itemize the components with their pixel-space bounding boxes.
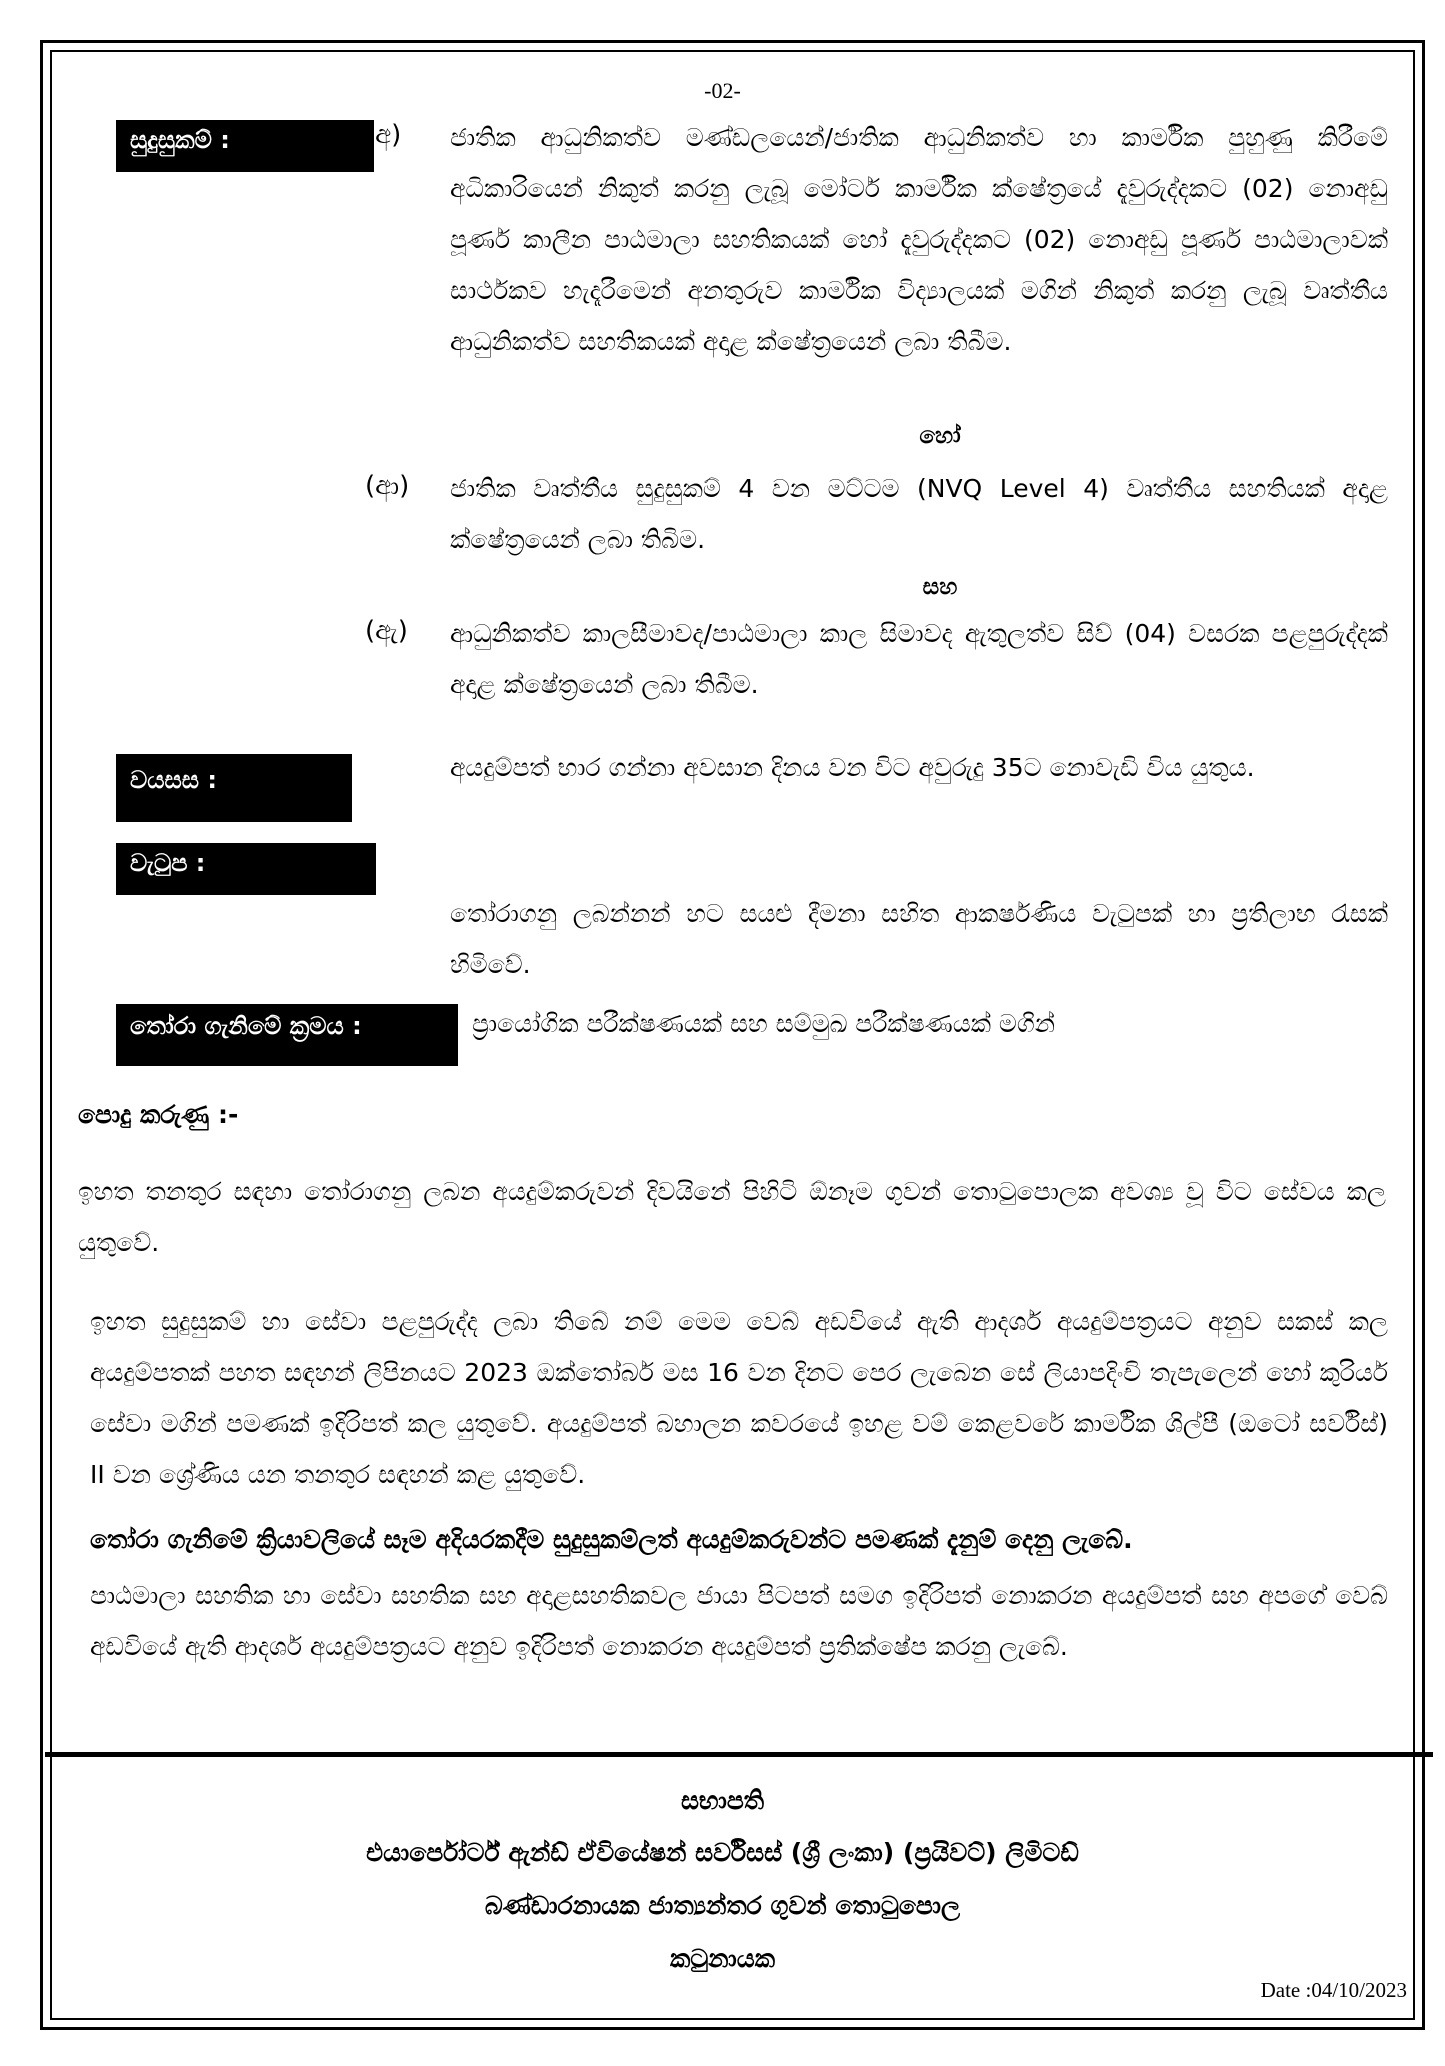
footer-city: කටුනායක bbox=[669, 1944, 776, 1973]
qualification-item-a: ජාතික ආධුනිකත්ව මණ්ඩලයෙන්/ජාතික ආධුනිකත්ව හා කාර්මික පුහුණු කිරීමේ අධිකාරියෙන් නිකුත් කරනු ලැබූ මෝටර් කාර්මික ක්ෂේත්‍රයේ දැවුරුද්දකට (02) නොඅඩු පූර්ණ කාලීන පාඨමාලා සහතිකයක් හෝ දැවුරුද්දකට (02) නොඅඩු පූර්ණ පාඨමාලාවක් සාර්ථකව හැදෑරීමෙන් අනතුරුව කාර්මික විද්‍යාලයක් මගින් නිකුත් කරනු ලැබූ වෘත්තීය ආධුනිකත්ව සහතිකයක් අදාළ ක්ෂේත්‍රයෙන් ලබා තිබීම. bbox=[450, 123, 1388, 356]
footer-company: එයාර්පෝර්ට් ඇන්ඩ් ඒවියේෂන් සර්විසස් (ශ්‍රී ලංකා) (ප්‍රයිවට්) ලිමිටඩ් bbox=[366, 1838, 1079, 1867]
general-para-3: තෝරා ගැනිමේ ක්‍රියාවලියේ සෑම අදියරකදීම සුදුසුකම්ලත් අයදුම්කරුවන්ට පමණක් දැනුම් දෙනු ලැබේ. bbox=[90, 1525, 1133, 1554]
connector-and: සහ bbox=[922, 574, 958, 600]
general-para-2: ඉහත සුදුසුකම් හා සේවා පළපුරුද්ද ලබා තිබේ නම් මෙම වෙබ් අඩවියේ ඇති ආදර්ශ අයදුම්පත්‍රයට අනුව සකස් කල අයදුම්පතක් පහත සඳහන් ලිපිනයට 2023 ඔක්තෝබර් මස 16 වන දිනට පෙර ලැබෙන සේ ලියාපදිංචි තැපැලෙන් හෝ කුරියර් සේවා මගින් පමණක් ඉදිරිපත් කල යුතුවේ. අයදුම්පත් බහාලන කවරයේ ඉහළ වම් කෙළවරේ කාර්මික ශිල්පී (ඔටෝ සර්විස්) II වන ශ්‍රේණිය යන තනතුර සඳහන් කළ යුතුවේ. bbox=[90, 1307, 1388, 1489]
connector-or: හෝ bbox=[919, 423, 961, 449]
selection-method-label: තෝරා ගැනිමේ ක්‍රමය : bbox=[116, 1004, 458, 1066]
general-para-1: ඉහත තනතුර සඳහා තෝරාගනු ලබන අයදුම්කරුවන් දිවයිනේ පිහිටි ඕනෑම ගුවන් තොටුපොලක අවශ්‍ය වූ විට සේවය කල යුතුවේ. bbox=[78, 1177, 1386, 1257]
salary-label: වැටුප : bbox=[116, 843, 376, 895]
age-label: වයසස : bbox=[116, 754, 352, 822]
document-date: Date :04/10/2023 bbox=[1260, 1978, 1407, 2002]
item-marker-ae: (ඇ) bbox=[365, 616, 408, 646]
item-marker-a: (අ) bbox=[365, 120, 402, 150]
qualification-item-ae: ආධුනිකත්ව කාලසීමාවද/පාඨමාලා කාල සිමාවද ඇතුලත්ව සිව් (04) වසරක පළපුරුද්දක් අදාළ ක්ෂේත්‍රයෙන් ලබා තිබීම. bbox=[450, 619, 1388, 699]
age-text: අයදුම්පත් භාර ගන්නා අවසාන දිනය වන විට අවුරුදු 35ට නොවැඩි විය යුතුය. bbox=[450, 753, 1255, 782]
footer-separator bbox=[45, 1752, 1433, 1757]
qualification-item-aa: ජාතික වෘත්තීය සුදුසුකම් 4 වන මට්ටම (NVQ Level 4) වෘත්තීය සහතියක් අදාළ ක්ෂේත්‍රයෙන් ලබා තිබිම. bbox=[450, 474, 1388, 554]
footer-airport: බණ්ඩාරනායක ජාත්‍යන්තර ගුවන් තොටුපොල bbox=[484, 1891, 961, 1920]
salary-text: තෝරාගනු ලබන්නන් හට සයළු දීමනා සහිත ආකර්ෂණිය වැටුපක් හා ප්‍රතිලාභ රැසක් හිමිවේ. bbox=[450, 899, 1388, 979]
qualifications-label: සුදුසුකම් : bbox=[116, 120, 374, 172]
selection-method-text: ප්‍රායෝගික පරීක්ෂණයක් සහ සම්මුඛ පරීක්ෂණයක් මගින් bbox=[472, 1009, 1056, 1038]
general-notes-heading: පොදු කරුණු :- bbox=[78, 1100, 239, 1129]
page-number: -02- bbox=[704, 78, 741, 103]
footer-title: සභාපති bbox=[680, 1786, 765, 1815]
general-para-4: පාඨමාලා සහතික හා සේවා සහතික සහ අදාළසහතිකවල ජායා පිටපත් සමග ඉදිරිපත් නොකරන අයදුම්පත් සහ අපගේ වෙබ් අඩවියේ ඇති ආදර්ශ අයදුම්පත්‍රයට අනුව ඉදිරිපත් නොකරන අයදුම්පත් ප්‍රතික්ෂේප කරනු ලැබේ. bbox=[90, 1581, 1388, 1661]
item-marker-aa: (ආ) bbox=[365, 471, 410, 501]
